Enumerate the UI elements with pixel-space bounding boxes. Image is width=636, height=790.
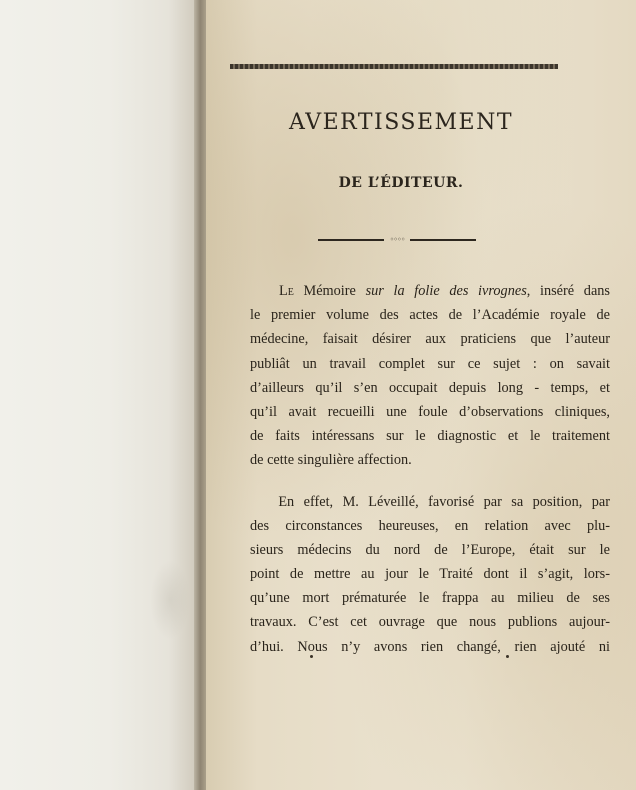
- paragraph-2-line-1: [250, 490, 610, 514]
- paragraph-gap: [250, 473, 610, 490]
- paragraph-2-line-3: sieurs médecins du nord de l’Europe, était sur le: [250, 541, 610, 558]
- ornament-divider: [318, 236, 476, 244]
- ink-marks: [310, 655, 510, 661]
- body-text: [250, 279, 610, 659]
- paragraph-2-line-7: d’hui. Nous n’y avons rien changé, rien ajouté ni: [250, 638, 610, 655]
- paragraph-1-line-2: le premier volume des actes de l’Académie royale de: [250, 307, 610, 324]
- page-subtitle: DE L’ÉDITEUR.: [338, 175, 464, 191]
- right-page: [206, 0, 636, 790]
- paragraph-1-line-7: de faits intéressans sur le diagnostic et le traitement: [250, 428, 610, 445]
- left-page: [0, 0, 198, 790]
- italic-title: sur la folie des ivrognes: [365, 283, 527, 299]
- ink-mark: [506, 655, 509, 658]
- paragraph-1-line-3: médecine, faisait désirer aux praticiens que l’auteur: [250, 331, 610, 348]
- paragraph-2-line-4: point de mettre au jour le Traité dont il s’agit, lors-: [250, 566, 610, 583]
- paragraph-2-line-6: travaux. C’est cet ouvrage que nous publions aujour-: [250, 614, 610, 631]
- page-title: AVERTISSEMENT: [288, 110, 514, 135]
- text-after-italic: , inséré dans: [526, 283, 610, 299]
- paragraph-1-line-4: publiât un travail complet sur ce sujet : on savait: [250, 355, 610, 372]
- ornament-line-right: [410, 239, 476, 241]
- paragraph-2-line-2: des circonstances heureuses, en relation avec plu-: [250, 517, 610, 534]
- ornament-line-left: [318, 239, 384, 241]
- drop-lead: Le: [278, 283, 294, 299]
- ink-mark: [310, 655, 313, 658]
- show-through-stain: [150, 560, 190, 640]
- paragraph-1-line-6: qu’il avait recueilli une foule d’observations cliniques,: [250, 403, 610, 420]
- ornament-dots: ◦◦◦◦: [389, 235, 405, 244]
- paragraph-2-line-5: qu’une mort prématurée le frappa au milieu de ses: [250, 590, 610, 607]
- paragraph-2-line-1-text: En effet, M. Léveillé, favorisé par sa position, par: [278, 493, 610, 510]
- paragraph-1-line-1: [250, 279, 610, 303]
- text-before-italic: Mémoire: [293, 283, 366, 299]
- paragraph-1-line-8: de cette singulière affection.: [250, 452, 412, 469]
- paragraph-1-line-5: d’ailleurs qu’il s’en occupait depuis long - temps, et: [250, 379, 610, 396]
- top-decorative-rule: [230, 64, 558, 69]
